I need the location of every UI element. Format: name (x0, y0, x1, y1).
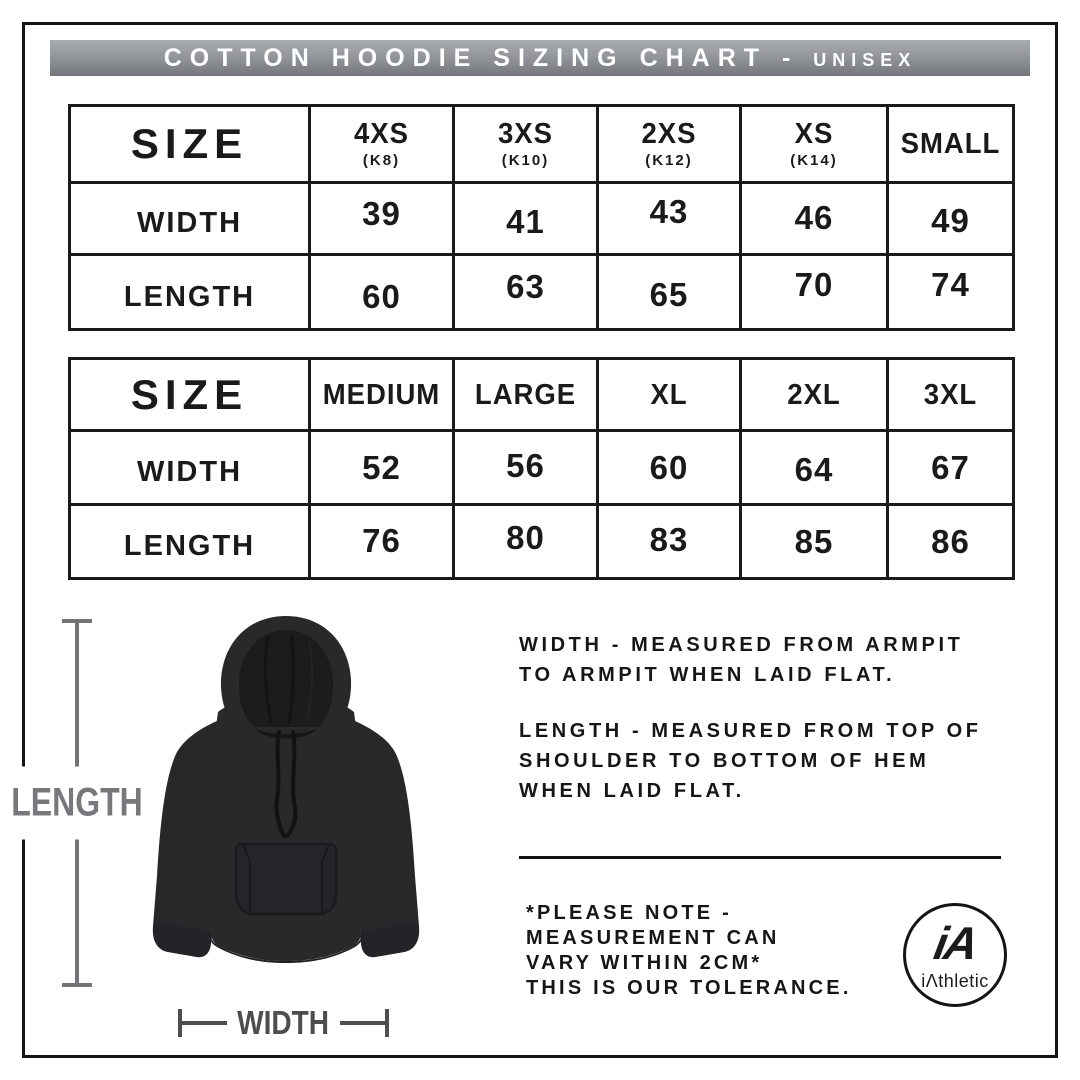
measurement-notes (519, 630, 997, 806)
length-measure-indicator (11, 619, 143, 987)
width-row-label: width (70, 431, 310, 505)
value-cell: 43 (598, 183, 741, 255)
value-cell: 85 (741, 505, 888, 579)
size-cell: XL (598, 359, 741, 431)
value-cell: 52 (310, 431, 454, 505)
measure-line (340, 1021, 385, 1025)
width-measure-label: WIDTH (237, 1004, 330, 1041)
length-note: LENGTH - MEASURED FROM TOP OF SHOULDER TO BOTTOM OF HEM WHEN LAID FLAT. (519, 720, 982, 802)
measure-cap-icon (62, 983, 92, 987)
value-cell: 70 (741, 255, 888, 330)
table-row (70, 359, 1014, 431)
size-cell: XS (K14) (741, 106, 888, 183)
measure-line (182, 1021, 227, 1025)
value-cell: 49 (888, 183, 1014, 255)
table-row (70, 106, 1014, 183)
size-header-cell: SIZE (70, 359, 310, 431)
brand-logo (903, 903, 1007, 1007)
divider-line (519, 856, 1001, 859)
tolerance-line: VARY WITHIN 2CM* (526, 952, 763, 974)
length-row-label: length (70, 505, 310, 579)
tolerance-note (526, 901, 926, 1001)
tolerance-line: MEASUREMENT CAN (526, 927, 780, 949)
value-cell: 39 (310, 183, 454, 255)
table-row (70, 183, 1014, 255)
length-row-label: length (70, 255, 310, 330)
length-measure-label: LENGTH (10, 767, 145, 840)
logo-wordmark: iΛthletic (921, 971, 989, 991)
size-cell: 4XS (K8) (310, 106, 454, 183)
value-cell: 63 (454, 255, 598, 330)
hoodie-illustration (133, 610, 439, 974)
size-cell: 2XL (741, 359, 888, 431)
value-cell: 60 (310, 255, 454, 330)
value-cell: 74 (888, 255, 1014, 330)
value-cell: 80 (454, 505, 598, 579)
size-table-adult (68, 357, 1015, 580)
value-cell: 65 (598, 255, 741, 330)
size-cell: MEDIUM (310, 359, 454, 431)
value-cell: 76 (310, 505, 454, 579)
size-header-cell: SIZE (70, 106, 310, 183)
tolerance-line: *PLEASE NOTE - (526, 902, 732, 924)
table-row (70, 431, 1014, 505)
tolerance-line: THIS IS OUR TOLERANCE. (526, 977, 852, 999)
table-row (70, 255, 1014, 330)
size-table-kids (68, 104, 1015, 331)
width-row-label: width (70, 183, 310, 255)
value-cell: 41 (454, 183, 598, 255)
hoodie-image (133, 610, 439, 974)
size-cell: 3XS (K10) (454, 106, 598, 183)
value-cell: 83 (598, 505, 741, 579)
header-bar (50, 40, 1030, 76)
value-cell: 64 (741, 431, 888, 505)
page-title: COTTON HOODIE SIZING CHART - (163, 43, 814, 72)
logo-monogram: iA (930, 917, 980, 969)
size-cell: 2XS (K12) (598, 106, 741, 183)
width-note: WIDTH - MEASURED FROM ARMPIT TO ARMPIT WHEN LAID FLAT. (519, 634, 964, 686)
page-title-unisex: unisex (813, 43, 917, 72)
measure-cap-icon (385, 1009, 389, 1037)
value-cell: 60 (598, 431, 741, 505)
table-row (70, 505, 1014, 579)
value-cell: 56 (454, 431, 598, 505)
size-cell: LARGE (454, 359, 598, 431)
width-measure-indicator (178, 1004, 389, 1041)
size-cell: 3XL (888, 359, 1014, 431)
value-cell: 67 (888, 431, 1014, 505)
value-cell: 86 (888, 505, 1014, 579)
value-cell: 46 (741, 183, 888, 255)
size-cell: SMALL (888, 106, 1014, 183)
